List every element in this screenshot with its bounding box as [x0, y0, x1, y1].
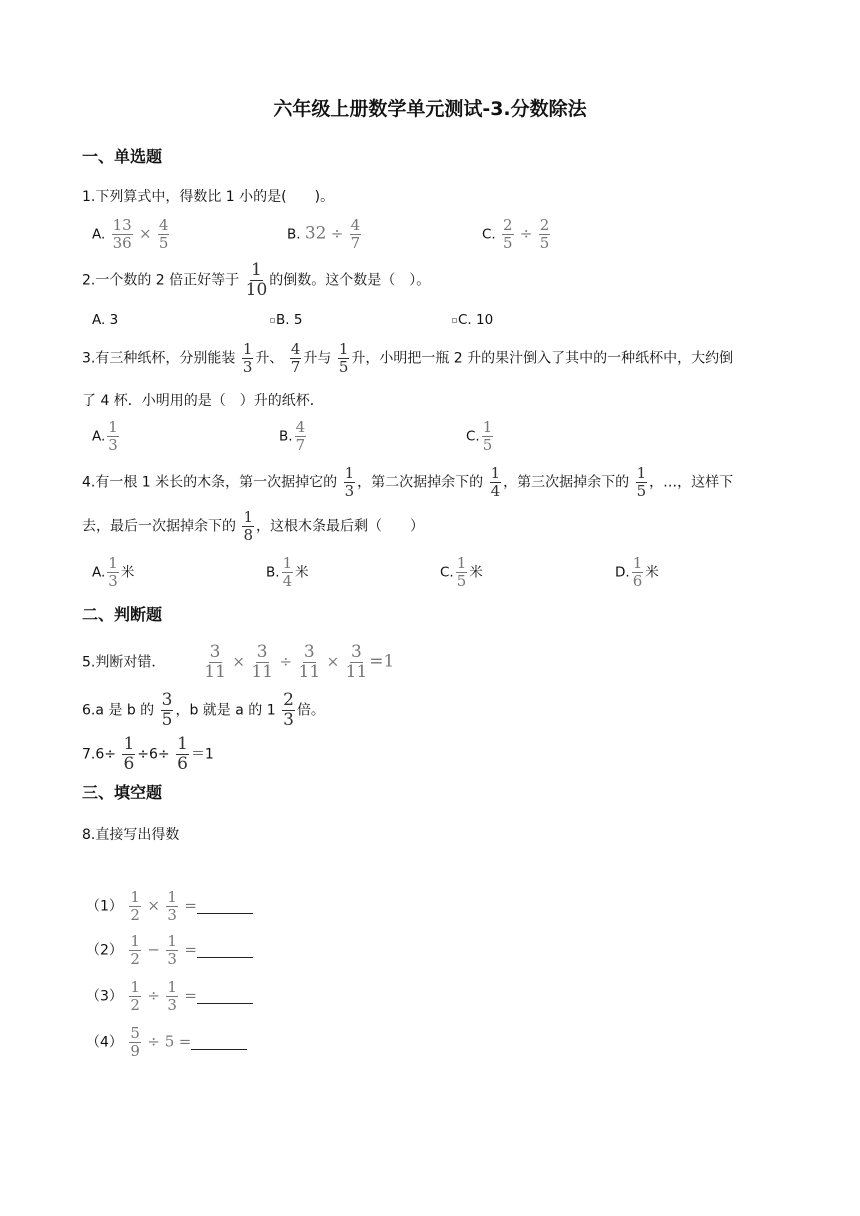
q3-option-a: A. $\frac{1}{3}$	[92, 418, 118, 454]
q8-item-2: （2） $\frac{1}{2}$ − $\frac{1}{3}$ =	[86, 934, 253, 967]
q4-option-a: A. $\frac{1}{3}$ 米	[92, 554, 135, 590]
question-1-text: 1.下列算式中，得数比 1 小的是( )。	[82, 189, 335, 205]
fraction: $\frac{1}{2}$	[130, 978, 140, 1014]
fraction: $\frac{13}{36}$	[112, 216, 132, 252]
fraction: $\frac{2}{3}$	[283, 690, 294, 730]
q8-item-3: （3） $\frac{1}{2}$ ÷ $\frac{1}{3}$ =	[86, 980, 253, 1013]
answer-blank[interactable]	[197, 943, 253, 958]
answer-blank[interactable]	[197, 899, 253, 914]
fraction: $\frac{1}{8}$	[243, 508, 253, 544]
operator: ×	[138, 224, 152, 243]
fraction: $\frac{2}{5}$	[539, 216, 550, 252]
bullet-square-icon	[270, 318, 275, 323]
question-6: 6.a 是 b 的 $\frac{3}{5}$ ，b 就是 a 的 1 $\frac{2}{3}$ 倍。	[82, 690, 325, 730]
bullet-square-icon	[452, 318, 457, 323]
fraction: $\frac{1}{4}$	[490, 464, 501, 500]
answer-blank[interactable]	[191, 1035, 247, 1050]
q4-option-d: D. $\frac{1}{6}$ 米	[615, 554, 659, 590]
fraction: $\frac{4}{7}$	[350, 216, 361, 252]
fraction: $\frac{1}{4}$	[282, 554, 293, 590]
option-label: A.	[92, 226, 106, 243]
section-heading-true-false: 二、判断题	[82, 605, 163, 624]
q8-item-4: （4） $\frac{5}{9}$ ÷ 5 =	[86, 1026, 247, 1059]
fraction: $\frac{2}{5}$	[503, 216, 513, 252]
q2-option-c: C. 10	[452, 312, 493, 328]
q3-option-c: C. $\frac{1}{5}$	[466, 418, 493, 454]
fraction: $\frac{1}{10}$	[245, 260, 268, 300]
question-4-line-2: 去，最后一次据掉余下的 $\frac{1}{8}$ ，这根木条最后剩（ ）	[82, 508, 424, 544]
fraction: $\frac{1}{5}$	[482, 418, 493, 454]
question-3-line-2: 了 4 杯．小明用的是（ ）升的纸杯．	[82, 393, 324, 409]
option-label: C.	[482, 226, 496, 243]
fraction: $\frac{1}{6}$	[632, 554, 643, 590]
fraction: $\frac{1}{5}$	[338, 340, 349, 376]
fraction: $\frac{4}{7}$	[290, 340, 301, 376]
operator: ÷	[330, 224, 344, 243]
q8-item-1: （1） $\frac{1}{2}$ × $\frac{1}{3}$ =	[86, 890, 253, 923]
fraction: $\frac{3}{11}$	[204, 642, 226, 682]
section-heading-single-choice: 一、单选题	[82, 147, 163, 166]
fraction: $\frac{1}{6}$	[123, 734, 135, 774]
fraction: $\frac{1}{3}$	[167, 888, 177, 924]
fraction: $\frac{3}{5}$	[161, 690, 173, 730]
fraction: $\frac{1}{3}$	[242, 340, 253, 376]
q3-option-b: B. $\frac{4}{7}$	[279, 418, 306, 454]
fraction: $\frac{1}{5}$	[456, 554, 467, 590]
fraction: $\frac{1}{3}$	[167, 978, 177, 1014]
question-3-line-1: 3.有三种纸杯，分别能装 $\frac{1}{3}$ 升、 $\frac{4}{7}$ 升与 $\frac{1}{5}$ 升，小明把一瓶 2 升的果汁倒入了其中的一种纸杯中，大约倒	[82, 340, 734, 376]
fraction: $\frac{1}{2}$	[130, 888, 140, 924]
question-7: 7.6÷ $\frac{1}{6}$ ÷6÷ $\frac{1}{6}$ ＝1	[82, 734, 214, 774]
q2-option-b: B. 5	[270, 312, 302, 328]
option-label: B.	[287, 226, 301, 243]
fraction: $\frac{1}{3}$	[108, 554, 118, 590]
q4-option-c: C. $\frac{1}{5}$ 米	[440, 554, 483, 590]
question-8-text: 8.直接写出得数	[82, 827, 180, 843]
answer-blank[interactable]	[197, 989, 253, 1004]
q1-option-a	[92, 218, 171, 251]
question-4-line-1: 4.有一根 1 米长的木条，第一次据掉它的 $\frac{1}{3}$ ，第二次据掉余下的 $\frac{1}{4}$ ，第三次据掉余下的 $\frac{1}{5}$ ，…，这样下	[82, 464, 734, 500]
fraction: $\frac{1}{3}$	[167, 932, 177, 968]
fraction: $\frac{3}{11}$	[298, 642, 321, 682]
fraction: $\frac{4}{7}$	[295, 418, 306, 454]
whole-number: 32	[304, 223, 327, 244]
fraction: $\frac{1}{6}$	[177, 734, 188, 774]
fraction: $\frac{1}{3}$	[108, 418, 118, 454]
fraction: $\frac{1}{2}$	[130, 932, 140, 968]
question-5: 5.判断对错． $\frac{3}{11}$ × $\frac{3}{11}$ ÷ $\frac{3}{11}$ × $\frac{3}{11}$ =1	[82, 642, 395, 682]
section-heading-fill-in: 三、填空题	[82, 783, 163, 802]
operator: ÷	[519, 224, 533, 243]
page-title: 六年级上册数学单元测试-3.分数除法	[273, 98, 587, 120]
fraction: $\frac{3}{11}$	[345, 642, 368, 682]
question-2-text: 2.一个数的 2 倍正好等于 $\frac{1}{10}$ 的倒数。这个数是（ ）。	[82, 260, 431, 300]
fraction: $\frac{3}{11}$	[251, 642, 274, 682]
fraction: $\frac{1}{5}$	[636, 464, 647, 500]
q2-option-a: A. 3	[92, 312, 119, 328]
fraction: $\frac{4}{5}$	[158, 216, 169, 252]
q1-option-c	[482, 218, 552, 251]
q1-option-b	[287, 218, 363, 251]
fraction: $\frac{5}{9}$	[130, 1024, 140, 1060]
q4-option-b: B. $\frac{1}{4}$ 米	[266, 554, 309, 590]
fraction: $\frac{1}{3}$	[344, 464, 355, 500]
